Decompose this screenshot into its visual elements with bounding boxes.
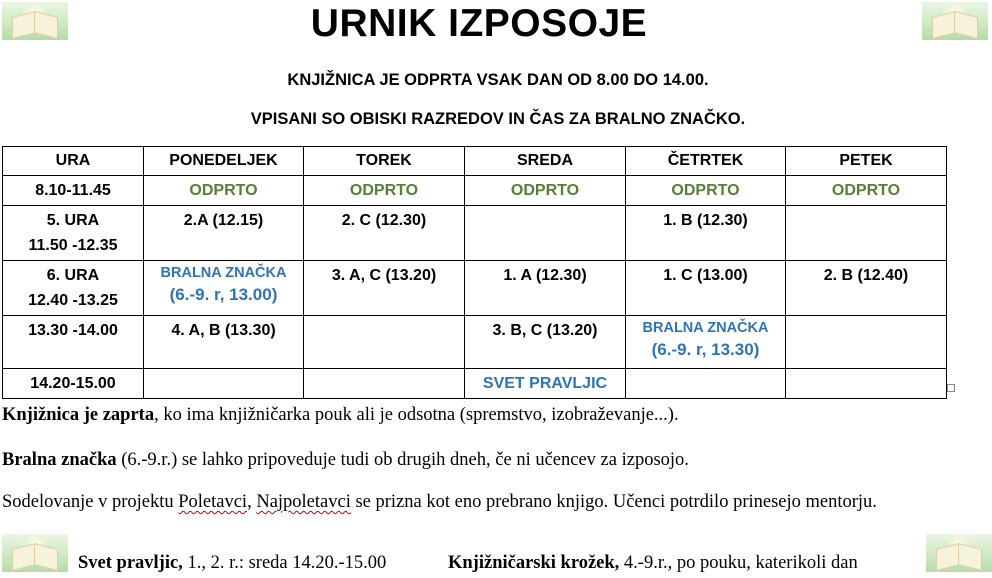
cell-wed	[465, 206, 626, 261]
cell-tue: 3. A, C (13.20)	[304, 261, 465, 316]
time-cell: 8.10-11.45	[3, 176, 144, 206]
header-cetrtek: ČETRTEK	[626, 147, 786, 176]
reading-badge-note-text: (6.-9.r.) se lahko pripoveduje tudi ob drugih dneh, če ni učencev za izposojo.	[116, 450, 689, 470]
project-najpoletavci: Najpoletavci	[256, 492, 351, 512]
time-cell: 14.20-15.00	[3, 369, 144, 399]
table-header-row	[3, 147, 947, 176]
table-row	[3, 176, 947, 206]
cell-thu	[626, 369, 786, 399]
reading-badge-note	[2, 450, 689, 471]
project-poletavci: Poletavci	[178, 492, 248, 512]
reading-badge-label: BRALNA ZNAČKA	[642, 320, 769, 336]
cell-mon	[144, 369, 304, 399]
closed-note	[2, 405, 679, 426]
closed-note-text: , ko ima knjižničarka pouk ali je odsotna (spremstvo, izobraževanje...).	[154, 405, 679, 425]
period-time: 12.40 -13.25	[28, 292, 118, 309]
story-world-note	[78, 553, 386, 574]
cell-tue	[304, 369, 465, 399]
library-club-text: 4.-9.r., po pouku, katerikoli dan	[619, 553, 858, 573]
cell-wed: 1. A (12.30)	[465, 261, 626, 316]
table-row	[3, 261, 947, 316]
header-torek: TOREK	[304, 147, 465, 176]
cell-fri	[786, 206, 947, 261]
cell-fri: ODPRTO	[786, 176, 947, 206]
table-row	[3, 316, 947, 369]
cell-wed: SVET PRAVLJIC	[465, 369, 626, 399]
schedule-table	[2, 146, 947, 399]
page-title: URNIK IZPOSOJE	[310, 2, 648, 45]
cell-mon: ODPRTO	[144, 176, 304, 206]
header-ponedeljek: PONEDELJEK	[144, 147, 304, 176]
time-cell	[3, 206, 144, 261]
library-club-bold: Knjižničarski krožek,	[448, 553, 620, 573]
time-cell: 13.30 -14.00	[3, 316, 144, 369]
cell-fri	[786, 369, 947, 399]
period-label: 5. URA	[46, 212, 100, 229]
time-cell	[3, 261, 144, 316]
reading-badge-detail: (6.-9. r, 13.30)	[651, 340, 760, 359]
cell-wed: ODPRTO	[465, 176, 626, 206]
library-club-note	[448, 553, 858, 574]
reading-badge-note-bold: Bralna značka	[2, 450, 117, 470]
cell-wed: 3. B, C (13.20)	[465, 316, 626, 369]
cell-mon	[144, 261, 304, 316]
opening-hours-note: KNJIŽNICA JE ODPRTA VSAK DAN OD 8.00 DO 14.00.	[287, 71, 709, 89]
cell-mon: 2.A (12.15)	[144, 206, 304, 261]
cell-thu: ODPRTO	[626, 176, 786, 206]
period-label: 6. URA	[46, 267, 100, 284]
cell-mon: 4. A, B (13.30)	[144, 316, 304, 369]
period-time: 11.50 -12.35	[28, 237, 118, 254]
cell-tue	[304, 316, 465, 369]
header-ura: URA	[3, 147, 144, 176]
cell-tue: ODPRTO	[304, 176, 465, 206]
book-image-bottom-left	[2, 534, 68, 572]
project-note-comma: ,	[247, 492, 257, 512]
reading-badge-label: BRALNA ZNAČKA	[160, 265, 287, 281]
schedule-note: VPISANI SO OBISKI RAZREDOV IN ČAS ZA BRALNO ZNAČKO.	[250, 110, 746, 128]
table-resize-handle[interactable]	[947, 384, 955, 392]
table-row	[3, 369, 947, 399]
cell-thu	[626, 316, 786, 369]
story-world-text: 1., 2. r.: sreda 14.20.-15.00	[182, 553, 387, 573]
closed-note-bold: Knjižnica je zaprta	[2, 405, 155, 425]
project-note-rest: se prizna kot eno prebrano knjigo. Učenci potrdilo prinesejo mentorju.	[350, 492, 877, 512]
table-row	[3, 206, 947, 261]
project-note-text: Sodelovanje v projektu	[2, 492, 179, 512]
reading-badge-detail: (6.-9. r, 13.00)	[169, 285, 278, 304]
cell-thu: 1. B (12.30)	[626, 206, 786, 261]
book-image-bottom-right	[926, 534, 992, 572]
project-note	[2, 492, 877, 513]
header-sreda: SREDA	[465, 147, 626, 176]
cell-tue: 2. C (12.30)	[304, 206, 465, 261]
story-world-bold: Svet pravljic,	[78, 553, 183, 573]
cell-fri: 2. B (12.40)	[786, 261, 947, 316]
cell-fri	[786, 316, 947, 369]
cell-thu: 1. C (13.00)	[626, 261, 786, 316]
header-petek: PETEK	[786, 147, 947, 176]
